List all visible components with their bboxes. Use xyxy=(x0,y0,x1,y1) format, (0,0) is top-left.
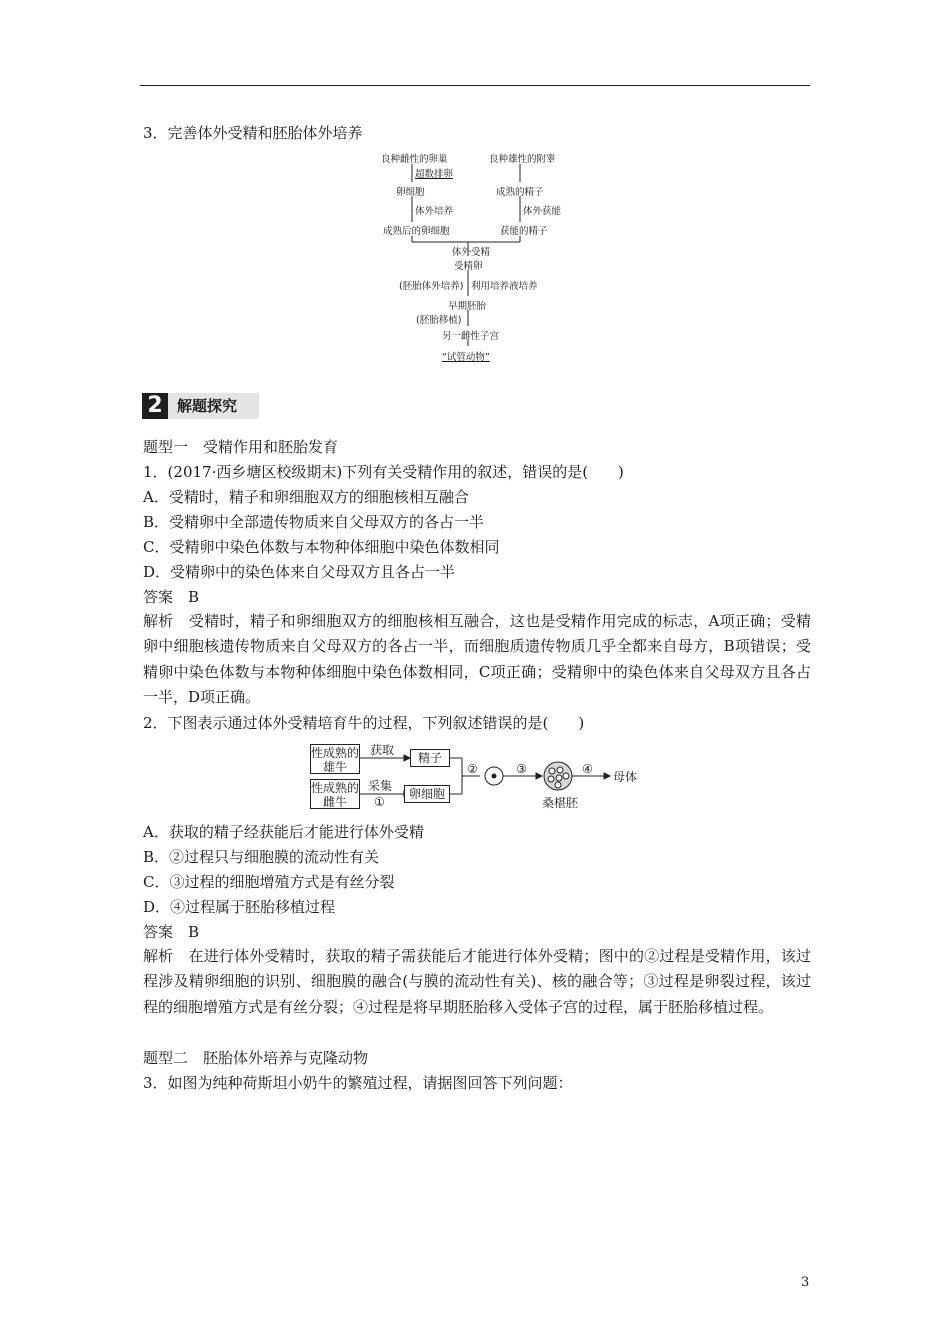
ivf-flow-diagram xyxy=(372,150,572,370)
flow-step-transfer: (胚胎移植) xyxy=(416,315,462,326)
label-mother: 母体 xyxy=(613,770,638,784)
flow-node-capacitated-sperm: 获能的精子 xyxy=(500,226,548,237)
flow-step-embryo-culture: (胚胎体外培养) xyxy=(399,281,464,292)
box-egg: 卵细胞 xyxy=(404,785,450,803)
q1-stem: 1．(2017·西乡塘区校级期末)下列有关受精作用的叙述，错误的是( ) xyxy=(143,463,624,481)
page-number: 3 xyxy=(801,1275,810,1290)
flow-node-zygote: 受精卵 xyxy=(454,261,483,272)
q1-analysis: 解析 受精时，精子和卵细胞双方的细胞核相互融合，这也是受精作用完成的标志，A项正确；受精卵中细胞核遗传物质来自父母双方的各占一半，而细胞质遗传物质几乎全都来自母方，B项错误；受精卵中染色体数与本物种体细胞中染色体数相同，C项正确；受精卵中的染色体来自父母双方且各占一半，D项正确。 xyxy=(143,612,811,706)
q2-stem: 2．下图表示通过体外受精培育牛的过程，下列叙述错误的是( ) xyxy=(143,714,585,732)
q2-analysis: 解析 在进行体外受精时，获取的精子需获能后才能进行体外受精；图中的②过程是受精作用，该过程涉及精卵细胞的识别、细胞膜的融合(与膜的流动性有关)、核的融合等；③过程是卵裂过程，该过程的细胞增殖方式是有丝分裂；④过程是将早期胚胎移入受体子宫的过程，属于胚胎移植过程。 xyxy=(143,947,811,1016)
label-step-1: ① xyxy=(374,795,385,809)
label-step-3: ③ xyxy=(516,762,527,776)
flow-step-fertilization: 体外受精 xyxy=(452,247,491,258)
flow-step-superovulation: 超数排卵 xyxy=(415,169,454,180)
section-number: 2 xyxy=(142,393,168,419)
q1-option-c: C．受精卵中染色体数与本物种体细胞中染色体数相同 xyxy=(143,538,500,556)
cattle-ivf-diagram xyxy=(310,740,650,812)
flow-step-culture: 体外培养 xyxy=(415,206,454,217)
label-collect: 采集 xyxy=(368,779,393,793)
box-male-cattle: 性成熟的雄牛 xyxy=(311,746,360,774)
type1-heading: 题型一 受精作用和胚胎发育 xyxy=(143,438,339,456)
q1-option-d: D．受精卵中的染色体来自父母双方且各占一半 xyxy=(143,563,456,581)
flow-node-mature-sperm: 成熟的精子 xyxy=(496,187,544,198)
q3-stem: 3．如图为纯种荷斯坦小奶牛的繁殖过程，请据图回答下列问题： xyxy=(143,1074,573,1092)
item-heading-3: 3．完善体外受精和胚胎体外培养 xyxy=(143,124,363,142)
q2-option-c: C．③过程的细胞增殖方式是有丝分裂 xyxy=(143,873,395,891)
flow-top-left: 良种雌性的卵巢 xyxy=(381,154,448,165)
label-step-4: ④ xyxy=(582,762,593,776)
type2-heading: 题型二 胚胎体外培养与克隆动物 xyxy=(143,1049,369,1067)
flow-node-test-tube-animal: “试管动物” xyxy=(442,352,490,363)
cattle-diagram-lines xyxy=(310,740,650,812)
label-step-2: ② xyxy=(467,762,478,776)
flow-top-right: 良种雄性的附睾 xyxy=(489,154,556,165)
flow-step-capacitation: 体外获能 xyxy=(523,206,562,217)
flow-step-medium: 利用培养液培养 xyxy=(471,281,538,292)
flow-node-egg: 卵细胞 xyxy=(396,187,425,198)
section-title: 解题探究 xyxy=(177,397,238,415)
label-obtain: 获取 xyxy=(370,743,395,757)
flow-node-other-uterus: 另一雌性子宫 xyxy=(442,331,500,342)
q2-option-d: D．④过程属于胚胎移植过程 xyxy=(143,898,336,916)
flow-node-mature-egg: 成熟后的卵细胞 xyxy=(383,226,450,237)
header-rule xyxy=(140,85,810,86)
box-female-cattle: 性成熟的雌牛 xyxy=(311,781,360,809)
q2-answer: 答案 B xyxy=(143,923,200,941)
box-sperm: 精子 xyxy=(410,749,450,767)
q2-option-b: B．②过程只与细胞膜的流动性有关 xyxy=(143,848,380,866)
label-morula: 桑椹胚 xyxy=(542,796,579,810)
flow-node-early-embryo: 早期胚胎 xyxy=(448,301,487,312)
q1-option-a: A．受精时，精子和卵细胞双方的细胞核相互融合 xyxy=(143,488,469,506)
q1-option-b: B．受精卵中全部遗传物质来自父母双方的各占一半 xyxy=(143,513,485,531)
q2-option-a: A．获取的精子经获能后才能进行体外受精 xyxy=(143,823,424,841)
section-badge xyxy=(142,393,259,419)
q1-answer: 答案 B xyxy=(143,588,200,606)
